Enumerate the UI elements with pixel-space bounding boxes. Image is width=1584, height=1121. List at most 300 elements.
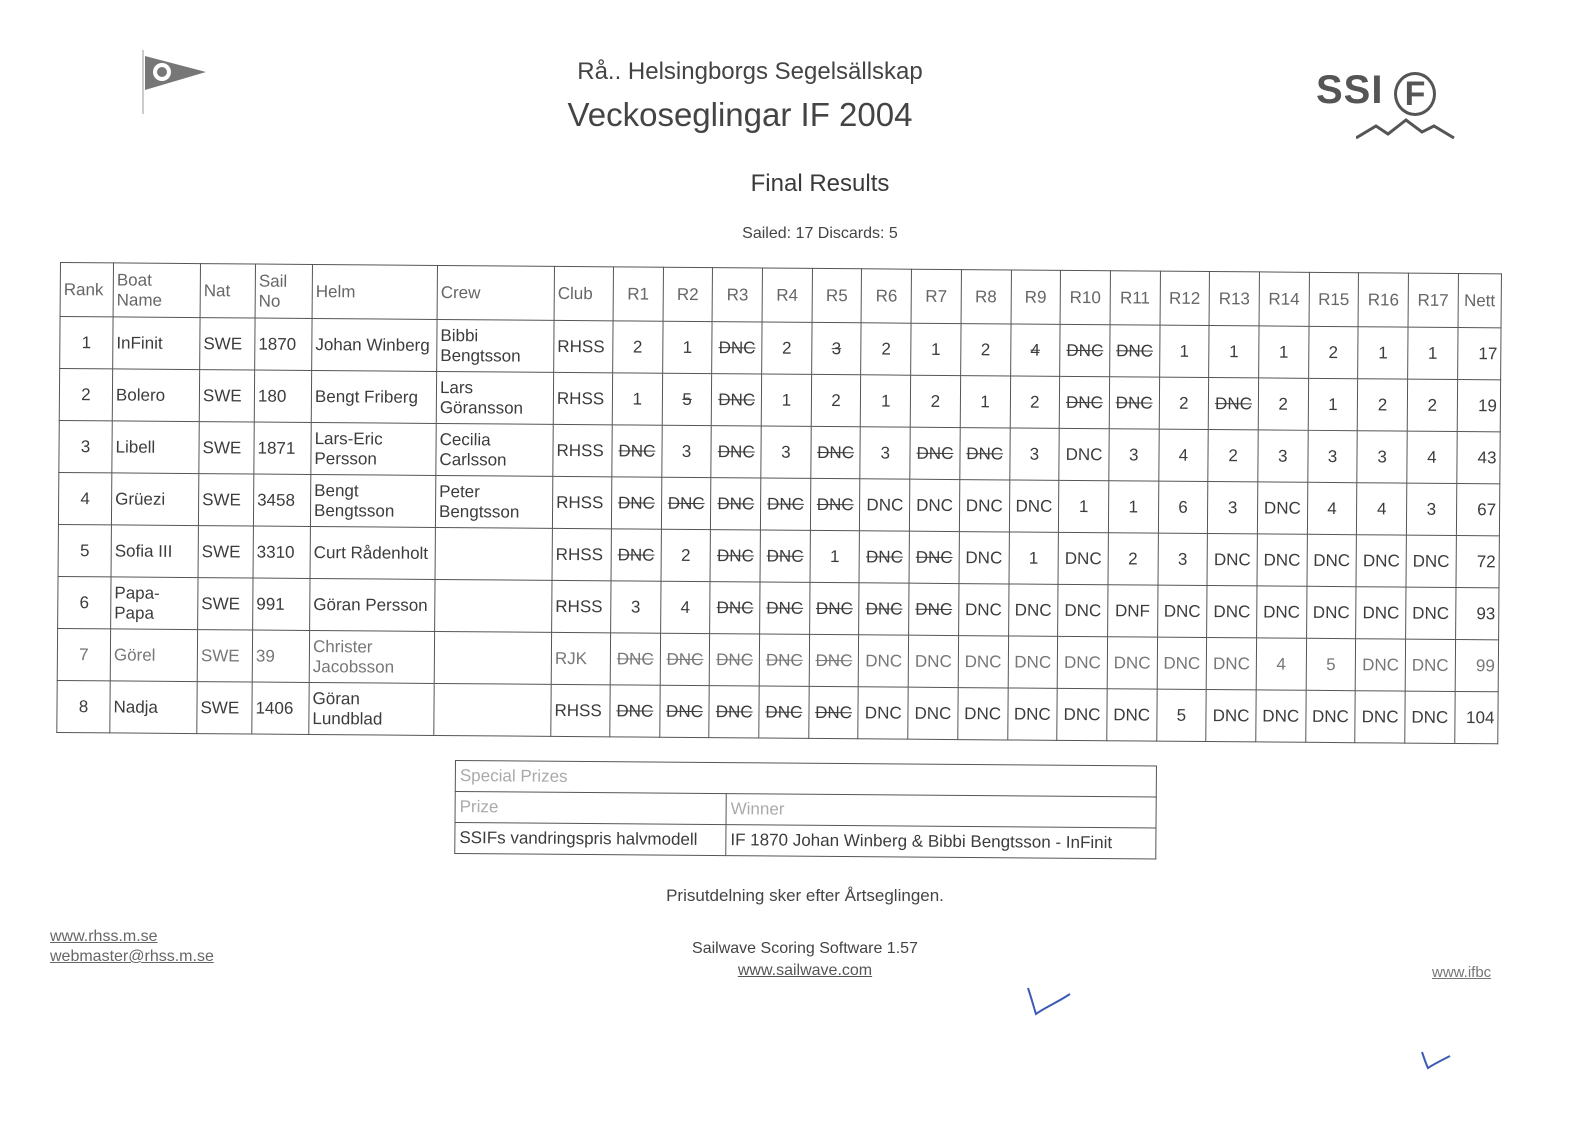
nett-cell: 72	[1456, 535, 1500, 587]
helm-cell: Göran Persson	[310, 578, 435, 631]
race-score: 2	[1228, 445, 1238, 465]
race-score-cell	[1158, 533, 1208, 585]
race-score: 1	[829, 546, 840, 566]
col-rank: Rank	[60, 263, 113, 317]
ssif-logo-letter: F	[1394, 72, 1436, 116]
race-score: 4	[1427, 447, 1437, 467]
discarded-score: DNC	[618, 440, 656, 461]
race-score: DNC	[1412, 551, 1450, 571]
race-score-cell	[1208, 430, 1258, 482]
discarded-score: DNC	[766, 546, 804, 566]
race-score: DNC	[1312, 602, 1350, 622]
race-score-cell	[1060, 324, 1110, 376]
race-score-cell	[959, 532, 1009, 584]
race-score: DNC	[1014, 652, 1052, 672]
race-score-cell	[1009, 428, 1059, 480]
webmaster-email-link[interactable]: webmaster@rhss.m.se	[50, 948, 214, 965]
race-score-cell	[1057, 636, 1107, 688]
race-score: 3	[1327, 446, 1338, 466]
race-score: DNC	[965, 547, 1003, 567]
race-score-cell	[861, 375, 911, 427]
discarded-score: DNC	[716, 545, 754, 565]
race-score: 1	[1078, 496, 1089, 516]
col-nett: Nett	[1458, 273, 1502, 327]
discarded-score: 5	[682, 389, 692, 409]
race-score: 6	[1178, 497, 1188, 517]
col-r9: R9	[1011, 270, 1061, 324]
handwritten-checkmark	[1024, 984, 1074, 1020]
race-score: 2	[1179, 393, 1189, 413]
race-score: DNC	[1313, 550, 1351, 570]
race-score-cell	[760, 530, 810, 582]
race-score-cell	[761, 374, 811, 426]
race-score-cell	[661, 477, 711, 529]
race-score-cell	[1206, 690, 1256, 742]
race-score-cell	[909, 583, 959, 635]
sail-no-cell: 1871	[254, 422, 311, 474]
crew-cell: Peter Bengtsson	[435, 475, 552, 528]
race-score-cell	[710, 634, 760, 686]
race-score-cell	[662, 373, 712, 425]
discarded-score: DNC	[816, 494, 854, 514]
software-credit: Sailwave Scoring Software 1.57	[692, 940, 918, 957]
boat-name-cell: Libell	[112, 421, 199, 474]
race-score-cell	[1308, 378, 1358, 430]
discarded-score: DNC	[815, 650, 853, 670]
sail-no-cell: 39	[252, 630, 309, 682]
race-score: 2	[881, 338, 891, 359]
crew-cell: Cecilia Carlsson	[436, 423, 553, 476]
col-crew: Crew	[437, 265, 554, 320]
race-score: DNC	[1263, 497, 1301, 518]
race-score-cell	[809, 634, 859, 686]
race-score-cell	[958, 688, 1008, 740]
race-score-cell	[711, 426, 761, 478]
race-score: DNC	[1311, 706, 1349, 726]
rank-cell: 3	[59, 420, 112, 472]
race-score-cell	[908, 635, 958, 687]
race-score-cell	[960, 428, 1010, 480]
race-score: DNC	[1213, 549, 1251, 569]
prize-winner: IF 1870 Johan Winberg & Bibbi Bengtsson - InFinit	[726, 825, 1156, 859]
race-score-cell	[611, 581, 661, 633]
race-score: 2	[1128, 548, 1138, 568]
race-score-cell	[1407, 431, 1457, 483]
club-cell: RHSS	[554, 320, 613, 372]
race-score: DNC	[916, 495, 954, 515]
race-score: 5	[1326, 654, 1336, 674]
race-score: DNC	[1263, 601, 1301, 622]
boat-name-cell: Bolero	[112, 369, 199, 422]
rank-cell: 6	[58, 576, 111, 628]
race-score-cell	[1107, 689, 1157, 741]
race-score-cell	[811, 426, 861, 478]
race-score: 3	[1128, 444, 1139, 464]
race-score-cell	[1257, 482, 1307, 534]
race-score: DNC	[914, 703, 952, 723]
race-score-cell	[1109, 377, 1159, 429]
discarded-score: DNC	[666, 649, 704, 669]
discarded-score: DNC	[915, 547, 953, 567]
race-score-cell	[1156, 689, 1206, 741]
race-score-cell	[1307, 534, 1357, 586]
nat-cell: SWE	[200, 318, 255, 370]
col-r10: R10	[1060, 270, 1110, 324]
race-score: 2	[781, 338, 792, 358]
race-score: DNC	[1411, 707, 1449, 727]
race-score: 1	[682, 337, 693, 357]
race-score-cell	[1159, 377, 1209, 429]
race-score: DNC	[1015, 496, 1053, 516]
race-score: 2	[930, 391, 941, 411]
race-score-cell	[1407, 379, 1457, 431]
rank-cell: 7	[57, 628, 110, 680]
race-score-cell	[859, 635, 909, 687]
discarded-score: 3	[831, 338, 842, 358]
col-r8: R8	[961, 270, 1011, 324]
race-score-cell	[660, 633, 710, 685]
race-score: DNC	[1412, 603, 1450, 623]
race-score: 2	[1377, 394, 1388, 414]
rank-cell: 1	[60, 317, 113, 369]
race-score: 4	[1178, 445, 1189, 465]
race-score: 4	[1376, 498, 1387, 518]
boat-name-cell: Nadja	[110, 681, 197, 734]
race-score-cell	[910, 479, 960, 531]
race-score: 1	[1427, 343, 1438, 363]
sail-no-cell: 991	[253, 578, 310, 630]
club-cell: RHSS	[552, 580, 611, 632]
rank-cell: 2	[59, 369, 112, 421]
discarded-score: DNC	[865, 598, 903, 619]
race-score: DNC	[1113, 652, 1151, 673]
nett-cell: 67	[1456, 483, 1500, 535]
race-score: DNC	[864, 702, 902, 723]
event-title: Veckoseglingar IF 2004	[567, 96, 913, 133]
race-score-cell	[1405, 639, 1455, 691]
club-cell: RHSS	[552, 476, 611, 528]
race-score: 2	[1427, 395, 1438, 415]
race-score: 4	[1327, 498, 1337, 518]
club-cell: RHSS	[552, 528, 611, 580]
race-score: DNC	[1063, 652, 1101, 672]
sailed-discards-info: Sailed: 17 Discards: 5	[742, 225, 898, 242]
race-score-cell	[811, 374, 861, 426]
discarded-score: DNC	[815, 702, 853, 722]
race-score: 2	[680, 545, 691, 565]
special-prizes-table	[454, 760, 1157, 860]
race-score: DNF	[1114, 600, 1151, 621]
race-score-cell	[859, 531, 909, 583]
race-score-cell	[960, 324, 1010, 376]
race-score-cell	[910, 375, 960, 427]
discarded-score: DNC	[1066, 340, 1104, 360]
race-score-cell	[1408, 327, 1458, 379]
race-score-cell	[1059, 480, 1109, 532]
race-score-cell	[1209, 326, 1259, 378]
helm-cell: Johan Winberg	[312, 318, 437, 371]
crew-cell: Lars Göransson	[436, 371, 553, 424]
partial-url-link[interactable]: www.ifbc	[1432, 964, 1492, 981]
race-score-cell	[1158, 481, 1208, 533]
race-score-cell	[1356, 535, 1406, 587]
race-score: DNC	[964, 651, 1002, 671]
crew-cell: Bibbi Bengtsson	[437, 319, 554, 372]
race-score-cell	[1009, 480, 1059, 532]
race-score-cell	[760, 478, 810, 530]
discarded-score: DNC	[765, 702, 803, 722]
race-score-cell	[710, 530, 760, 582]
race-score: 1	[781, 390, 792, 410]
race-score: DNC	[1213, 601, 1251, 621]
race-score: 3	[880, 442, 891, 463]
discarded-score: DNC	[765, 650, 803, 670]
race-score-cell	[660, 581, 710, 633]
race-score-cell	[1059, 428, 1109, 480]
race-score-cell	[710, 582, 760, 634]
race-score-cell	[1358, 379, 1408, 431]
race-score-cell	[860, 427, 910, 479]
sailwave-link[interactable]: www.sailwave.com	[737, 962, 873, 979]
race-score: 4	[680, 597, 691, 617]
race-score: 5	[1176, 705, 1187, 725]
race-score-cell	[859, 583, 909, 635]
winner-header: Winner	[726, 794, 1156, 828]
club-cell: RJK	[551, 632, 610, 684]
handwritten-checkmark-small	[1418, 1048, 1452, 1072]
organization-name: Rå.. Helsingborgs Segelsällskap	[577, 58, 923, 85]
col-r16: R16	[1358, 273, 1408, 327]
race-score-cell	[1358, 327, 1408, 379]
discarded-score: DNC	[718, 337, 756, 357]
nat-cell: SWE	[197, 630, 252, 682]
col-club: Club	[554, 266, 613, 320]
nat-cell: SWE	[199, 370, 254, 422]
race-score-cell	[1306, 638, 1356, 690]
race-score-cell	[612, 373, 662, 425]
race-score: 1	[980, 391, 990, 411]
race-score-cell	[860, 479, 910, 531]
race-score: DNC	[1014, 600, 1052, 620]
sail-no-cell: 3458	[253, 474, 310, 526]
race-score-cell	[1305, 690, 1355, 742]
race-score-cell	[1406, 535, 1456, 587]
discarded-score: DNC	[815, 598, 853, 618]
club-website-link[interactable]: www.rhss.m.se	[50, 928, 158, 945]
race-score: 3	[681, 441, 692, 461]
prize-giving-note: Prisutdelning sker efter Årtseglingen.	[666, 886, 944, 905]
race-score-cell	[809, 582, 859, 634]
col-r2: R2	[663, 267, 713, 321]
race-score-cell	[958, 584, 1008, 636]
race-score-cell	[1207, 534, 1257, 586]
results-body	[57, 317, 1501, 744]
race-score-cell	[1010, 324, 1060, 376]
page-title: Final Results	[750, 170, 890, 197]
race-score-cell	[711, 478, 761, 530]
race-score-cell	[1008, 584, 1058, 636]
race-score: DNC	[1362, 654, 1400, 675]
rank-cell: 4	[58, 472, 111, 524]
discarded-score: DNC	[717, 493, 755, 513]
race-score: DNC	[1163, 601, 1201, 621]
col-r14: R14	[1259, 272, 1309, 326]
boat-name-cell: Sofia III	[111, 525, 198, 578]
race-score: DNC	[1263, 549, 1301, 570]
table-row	[57, 680, 1498, 743]
race-score-cell	[611, 477, 661, 529]
race-score-cell	[1110, 325, 1160, 377]
discarded-score: DNC	[617, 492, 655, 513]
race-score: DNC	[1362, 550, 1400, 571]
col-r6: R6	[861, 269, 911, 323]
race-score: DNC	[1212, 653, 1250, 673]
race-score-cell	[1306, 586, 1356, 638]
crew-cell	[435, 579, 552, 632]
race-score: DNC	[965, 495, 1003, 515]
helm-cell: Bengt Bengtsson	[310, 474, 435, 527]
sail-no-cell: 3310	[253, 526, 310, 578]
helm-cell: Curt Rådenholt	[310, 526, 435, 579]
race-score-cell	[1356, 587, 1406, 639]
race-score-cell	[760, 582, 810, 634]
race-score: DNC	[964, 703, 1002, 723]
race-score: 1	[1028, 548, 1039, 568]
race-score-cell	[911, 323, 961, 375]
race-score: DNC	[1411, 655, 1449, 675]
nett-cell: 104	[1454, 691, 1498, 743]
race-score-cell	[1108, 533, 1158, 585]
race-score-cell	[1258, 378, 1308, 430]
race-score-cell	[810, 478, 860, 530]
helm-cell: Bengt Friberg	[311, 370, 436, 423]
race-score-cell	[761, 426, 811, 478]
race-score: 2	[831, 390, 841, 410]
discarded-score: DNC	[865, 546, 903, 567]
race-score-cell	[1406, 587, 1456, 639]
club-cell: RHSS	[551, 684, 610, 736]
race-score: 3	[630, 596, 641, 617]
rank-cell: 8	[57, 680, 110, 732]
race-score: DNC	[914, 651, 952, 671]
race-score: DNC	[964, 599, 1002, 619]
boat-name-cell: InFinit	[113, 317, 200, 370]
discarded-score: DNC	[718, 389, 756, 409]
race-score-cell	[662, 425, 712, 477]
prize-header: Prize	[455, 792, 726, 825]
special-prizes-caption: Special Prizes	[455, 761, 1156, 798]
race-score-cell	[1206, 638, 1256, 690]
helm-cell: Lars-Eric Persson	[311, 422, 436, 475]
race-score-cell	[612, 425, 662, 477]
race-score-cell	[610, 633, 660, 685]
race-score: DNC	[1212, 705, 1250, 725]
col-r17: R17	[1408, 273, 1458, 327]
race-score-cell	[1057, 688, 1107, 740]
discarded-score: DNC	[1065, 392, 1103, 412]
race-score-cell	[759, 634, 809, 686]
race-score-cell	[1208, 482, 1258, 534]
race-score-cell	[1357, 431, 1407, 483]
col-sail-no: Sail No	[255, 264, 312, 318]
race-score: 1	[880, 390, 891, 411]
race-score-cell	[1207, 586, 1257, 638]
race-score: 3	[1277, 446, 1288, 466]
race-score-cell	[1357, 483, 1407, 535]
race-score-cell	[1406, 483, 1456, 535]
race-score-cell	[1007, 688, 1057, 740]
race-score: 2	[1328, 342, 1339, 362]
race-score: DNC	[1361, 706, 1399, 727]
crew-cell	[434, 683, 551, 736]
race-score-cell	[1058, 532, 1108, 584]
race-score-cell	[1308, 326, 1358, 378]
boat-name-cell: Papa-Papa	[111, 577, 198, 630]
crew-cell	[434, 631, 551, 684]
prize-name: SSIFs vandringspris halvmodell	[455, 823, 726, 856]
discarded-score: DNC	[717, 441, 755, 461]
race-score-cell	[1159, 325, 1209, 377]
race-score-cell	[958, 636, 1008, 688]
race-score-cell	[1107, 585, 1157, 637]
ssif-logo	[1316, 68, 1466, 148]
race-score-cell	[1257, 586, 1307, 638]
race-score-cell	[610, 685, 660, 737]
club-cell: RHSS	[553, 372, 612, 424]
discarded-score: DNC	[916, 443, 954, 463]
discarded-score: DNC	[716, 597, 754, 617]
race-score-cell	[712, 322, 762, 374]
discarded-score: DNC	[666, 701, 704, 721]
race-score: 3	[1029, 444, 1040, 464]
race-score: DNC	[1113, 704, 1151, 725]
discarded-score: DNC	[1115, 392, 1153, 413]
race-score: 1	[1229, 341, 1239, 361]
race-score-cell	[709, 686, 759, 738]
race-score-cell	[1256, 690, 1306, 742]
discarded-score: DNC	[616, 700, 654, 721]
race-score-cell	[1158, 429, 1208, 481]
nett-cell: 17	[1457, 327, 1501, 379]
race-score-cell	[858, 687, 908, 739]
race-score: 2	[980, 339, 991, 359]
helm-cell: Christer Jacobsson	[309, 630, 434, 683]
discarded-score: DNC	[715, 701, 753, 721]
nat-cell: SWE	[198, 474, 253, 526]
race-score: 3	[1177, 549, 1188, 569]
sail-no-cell: 1406	[252, 682, 309, 734]
race-score-cell	[810, 530, 860, 582]
race-score-cell	[1008, 636, 1058, 688]
race-score-cell	[1307, 482, 1357, 534]
race-score: 1	[1179, 341, 1190, 361]
club-cell: RHSS	[553, 424, 612, 476]
race-score-cell	[1355, 691, 1405, 743]
col-boat-name: Boat Name	[113, 263, 200, 318]
discarded-score: DNC	[617, 544, 655, 565]
col-r11: R11	[1110, 271, 1160, 325]
col-r1: R1	[613, 267, 663, 321]
race-score-cell	[861, 323, 911, 375]
nett-cell: 93	[1455, 587, 1499, 639]
nat-cell: SWE	[199, 422, 254, 474]
discarded-score: DNC	[1215, 393, 1253, 413]
discarded-score: DNC	[616, 648, 654, 669]
helm-cell: Göran Lundblad	[309, 682, 434, 735]
race-score-cell	[1257, 534, 1307, 586]
race-score-cell	[959, 480, 1009, 532]
discarded-score: DNC	[716, 649, 754, 669]
